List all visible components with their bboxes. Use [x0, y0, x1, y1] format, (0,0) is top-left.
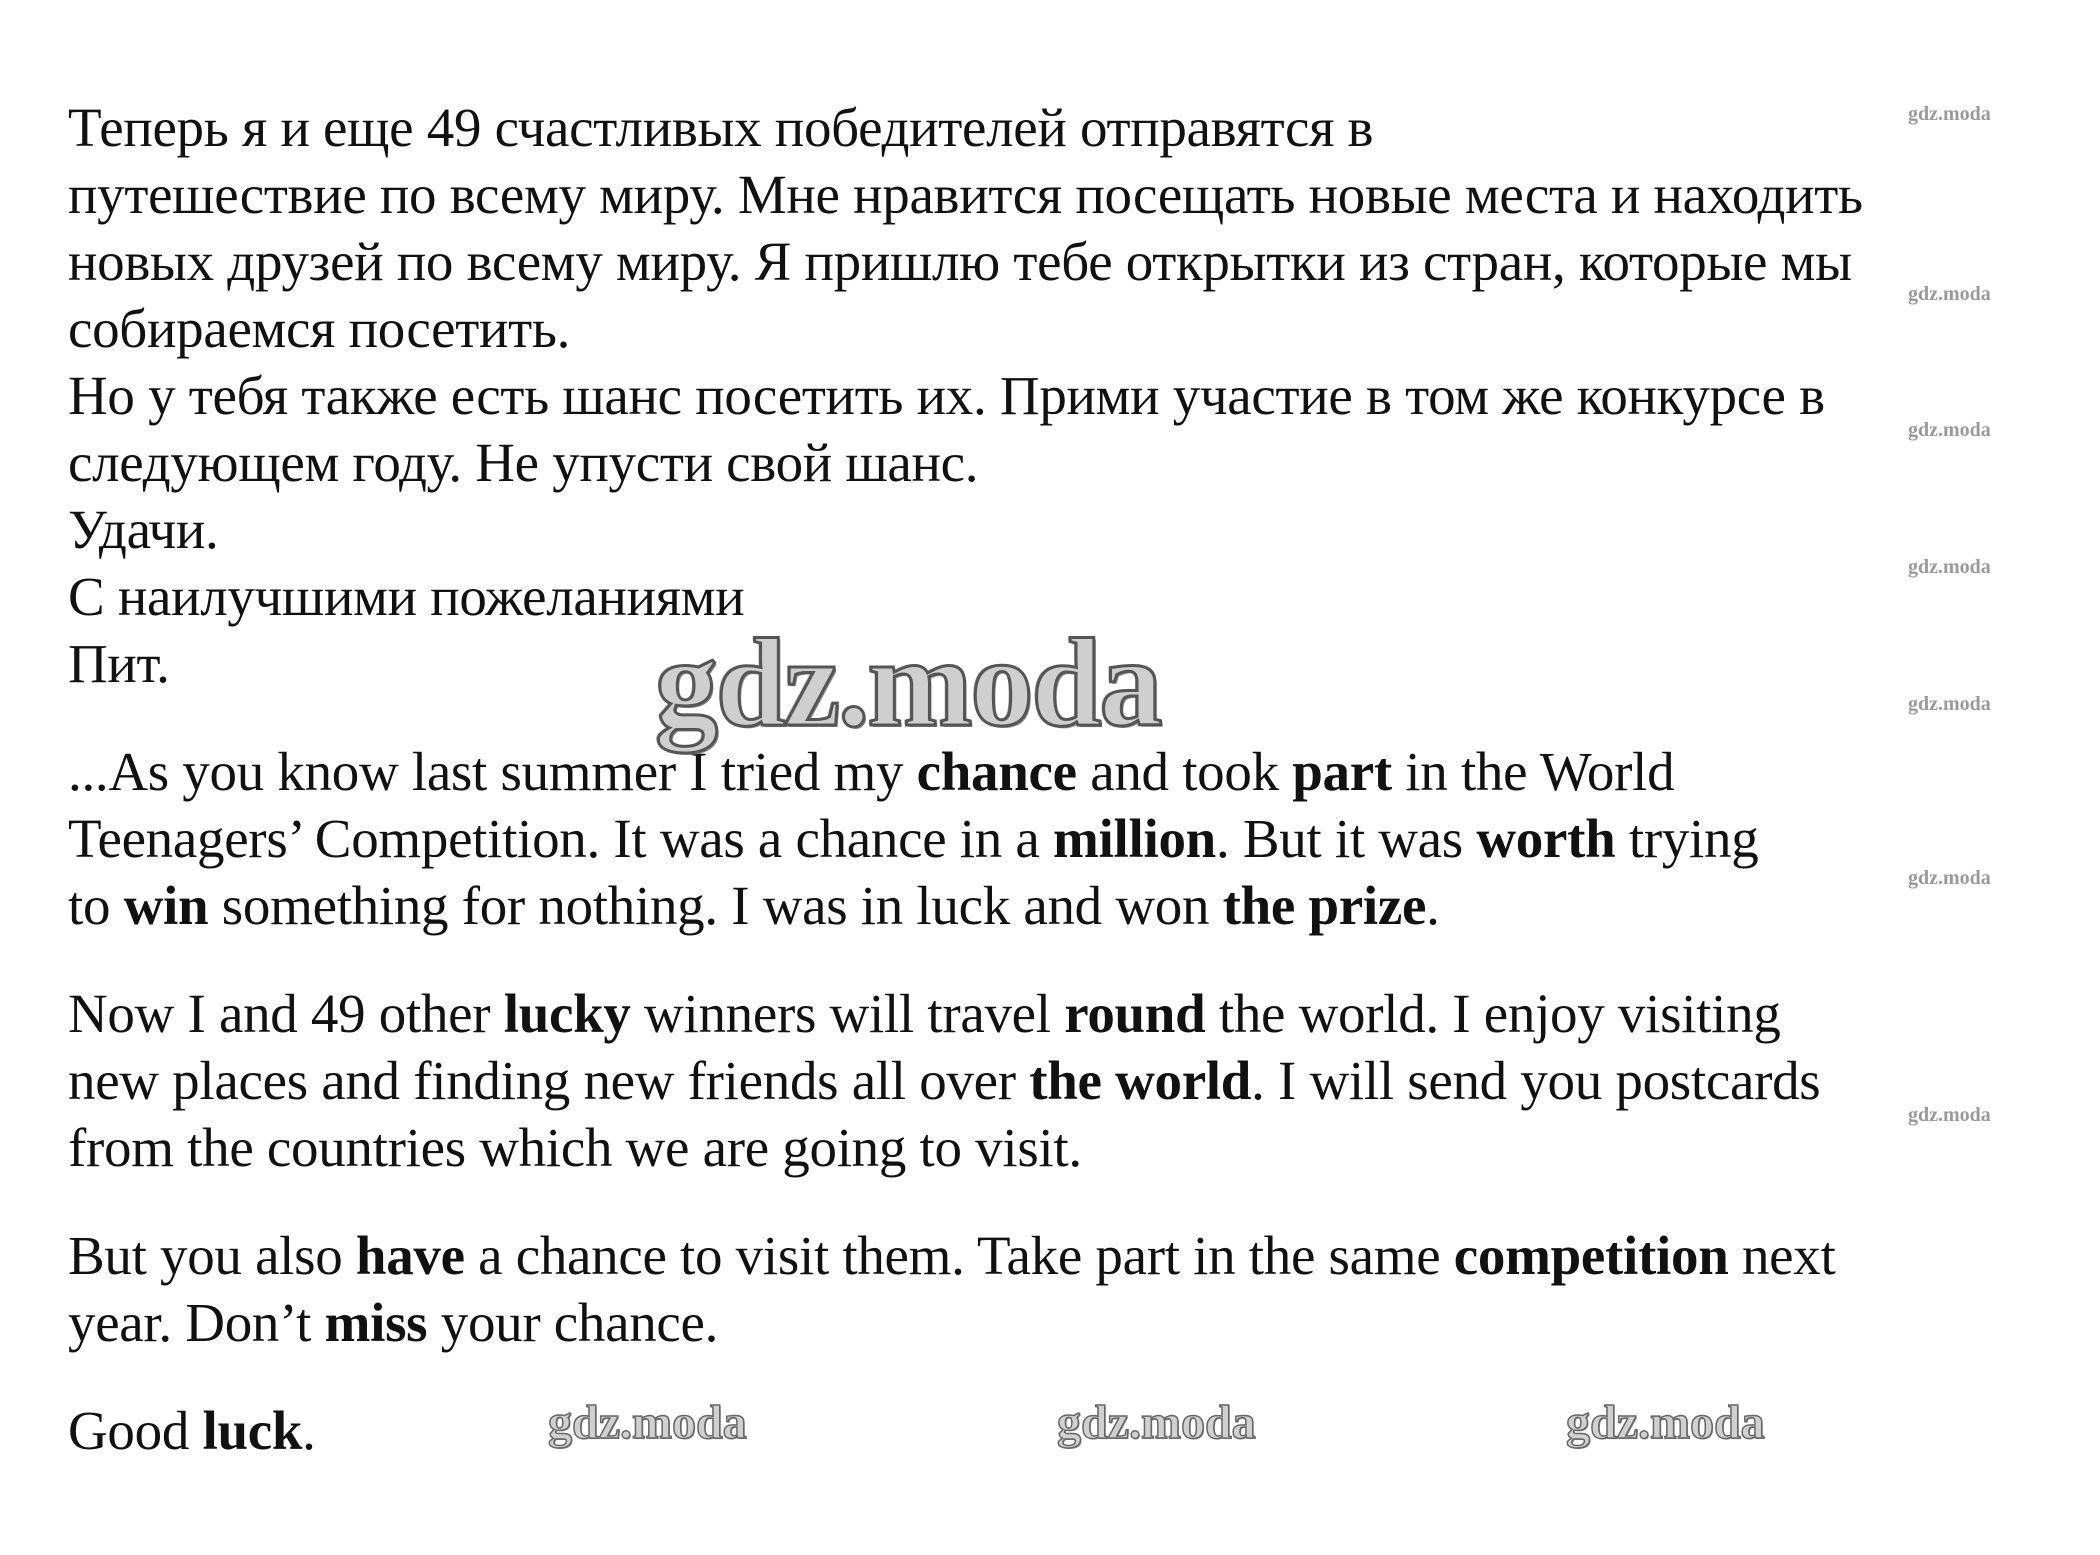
- watermark-small: gdz.moda: [1908, 1104, 1991, 1126]
- keyword-million: million: [1053, 808, 1216, 869]
- watermark-bottom: gdz.moda: [1566, 1396, 1765, 1449]
- ru-line-7: Удачи.: [68, 499, 219, 560]
- keyword-have: have: [355, 1225, 465, 1286]
- ru-line-5: Но у тебя также есть шанс посетить их. Прими участие в том же конкурсе в: [68, 365, 1825, 426]
- en-p2-line-3: [68, 1114, 1082, 1182]
- text-run: something for nothing. I was in luck and won: [208, 875, 1223, 936]
- text-run: . I will send you postcards: [1251, 1050, 1821, 1111]
- text-run: from the countries which we are going to visit.: [68, 1117, 1082, 1178]
- watermark-large: gdz.moda: [655, 614, 1161, 753]
- watermark-small: gdz.moda: [1908, 419, 1991, 441]
- watermark-small: gdz.moda: [1908, 283, 1991, 305]
- keyword-miss: miss: [324, 1292, 428, 1353]
- ru-line-3: новых друзей по всему миру. Я пришлю тебе открытки из стран, которые мы: [68, 231, 1852, 292]
- en-p2-line-2: [68, 1047, 1820, 1115]
- text-run: ...As you know last summer I tried my: [68, 741, 917, 802]
- text-run: winners will travel: [630, 983, 1065, 1044]
- watermark-small: gdz.moda: [1908, 867, 1991, 889]
- text-run: your chance.: [427, 1292, 719, 1353]
- ru-line-9: Пит.: [68, 633, 170, 694]
- watermark-small: gdz.moda: [1908, 103, 1991, 125]
- text-run: Good: [68, 1400, 203, 1461]
- ru-line-2: путешествие по всему миру. Мне нравится посещать новые места и находить: [68, 164, 1863, 225]
- en-p2-line-1: [68, 980, 1781, 1048]
- text-run: the world. I enjoy visiting: [1205, 983, 1781, 1044]
- keyword-the-prize: the prize: [1222, 875, 1427, 936]
- ru-line-4: собираемся посетить.: [68, 298, 571, 359]
- en-p4-line-1: [68, 1397, 316, 1465]
- ru-line-6: следующем году. Не упусти свой шанс.: [68, 432, 979, 493]
- text-run: .: [1426, 875, 1440, 936]
- watermark-bottom: gdz.moda: [1057, 1396, 1256, 1449]
- text-run: . But it was: [1215, 808, 1477, 869]
- en-p3-line-2: [68, 1289, 718, 1357]
- keyword-round: round: [1064, 983, 1206, 1044]
- keyword-the-world: the world: [1029, 1050, 1252, 1111]
- text-run: new places and finding new friends all over: [68, 1050, 1030, 1111]
- text-run: and took: [1076, 741, 1293, 802]
- text-run: to: [68, 875, 124, 936]
- keyword-luck: luck: [202, 1400, 303, 1461]
- text-run: Now I and 49 other: [68, 983, 504, 1044]
- text-run: But you also: [68, 1225, 356, 1286]
- en-p3-line-1: [68, 1222, 1835, 1290]
- keyword-part: part: [1292, 741, 1392, 802]
- text-run: .: [302, 1400, 316, 1461]
- text-run: next: [1728, 1225, 1836, 1286]
- text-run: trying: [1615, 808, 1759, 869]
- keyword-win: win: [123, 875, 209, 936]
- en-p1-line-3: [68, 872, 1440, 940]
- keyword-competition: competition: [1453, 1225, 1729, 1286]
- keyword-worth: worth: [1476, 808, 1616, 869]
- ru-line-1: Теперь я и еще 49 счастливых победителей отправятся в: [68, 97, 1374, 158]
- watermark-bottom: gdz.moda: [548, 1396, 747, 1449]
- keyword-chance: chance: [916, 741, 1077, 802]
- text-run: year. Don’t: [68, 1292, 325, 1353]
- text-run: a chance to visit them. Take part in the same: [464, 1225, 1454, 1286]
- keyword-lucky: lucky: [503, 983, 631, 1044]
- text-run: Teenagers’ Competition. It was a chance in a: [68, 808, 1053, 869]
- text-run: in the World: [1391, 741, 1675, 802]
- watermark-small: gdz.moda: [1908, 693, 1991, 715]
- watermark-small: gdz.moda: [1908, 556, 1991, 578]
- ru-line-8: С наилучшими пожеланиями: [68, 566, 745, 627]
- en-p1-line-2: [68, 805, 1758, 873]
